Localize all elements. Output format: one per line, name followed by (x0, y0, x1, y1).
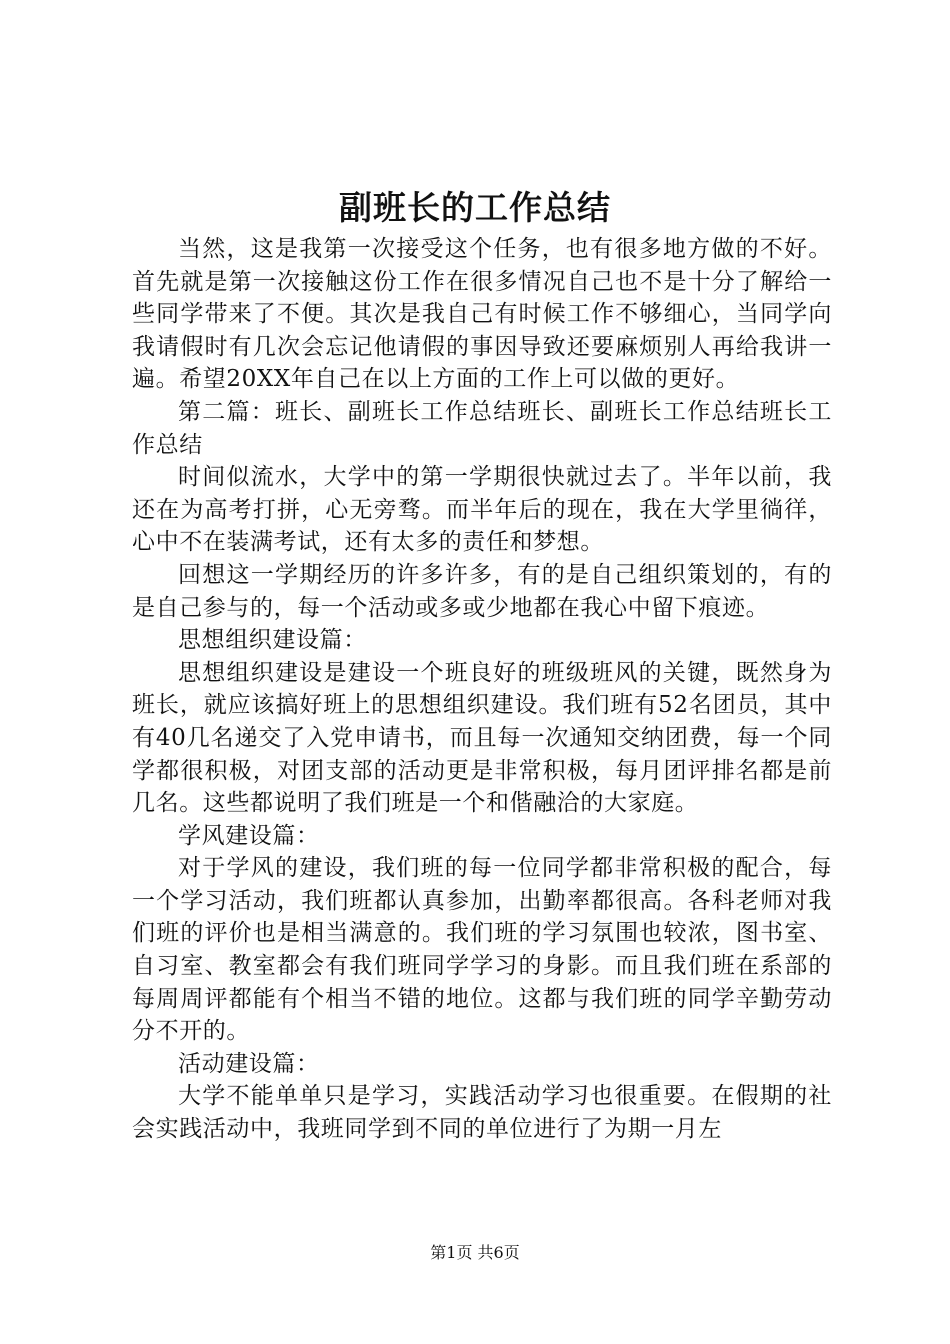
subsection-heading: 学风建设篇： (178, 822, 320, 849)
paragraph: 大学不能单单只是学习，实践活动学习也很重要。在假期的社会实践活动中，我班同学到不同的单位进行了为期一月左 (132, 1083, 832, 1143)
paragraph: 当然，这是我第一次接受这个任务，也有很多地方做的不好。首先就是第一次接触这份工作在很多情况自己也不是十分了解给一些同学带来了不便。其次是我自己有时候工作不够细心，当同学向我请假时有几次会忘记他请假的事因导致还要麻烦别人再给我讲一遍。希望20XX年自己在以上方面的工作上可以做的更好。 (132, 236, 832, 393)
document-body (132, 233, 832, 1146)
paragraph: 对于学风的建设，我们班的每一位同学都非常积极的配合，每一个学习活动，我们班都认真参加，出勤率都很高。各科老师对我们班的评价也是相当满意的。我们班的学习氛围也较浓，图书室、自习室、教室都会有我们班同学学习的身影。而且我们班在系部的每周周评都能有个相当不错的地位。这都与我们班的同学辛勤劳动分不开的。 (132, 855, 832, 1045)
page-footer: 第1页 共6页 (430, 1243, 520, 1262)
paragraph: 回想这一学期经历的许多许多，有的是自己组织策划的，有的是自己参与的，每一个活动或多或少地都在我心中留下痕迹。 (132, 561, 832, 621)
section-heading: 第二篇：班长、副班长工作总结班长、副班长工作总结班长工作总结 (132, 398, 832, 458)
paragraph: 时间似流水，大学中的第一学期很快就过去了。半年以前，我还在为高考打拼，心无旁骛。而半年后的现在，我在大学里徜徉，心中不在装满考试，还有太多的责任和梦想。 (132, 464, 832, 556)
document-title: 副班长的工作总结 (339, 188, 611, 227)
subsection-heading: 活动建设篇： (178, 1050, 320, 1077)
subsection-heading: 思想组织建设篇： (178, 627, 367, 654)
paragraph: 思想组织建设是建设一个班良好的班级班风的关键，既然身为班长，就应该搞好班上的思想组织建设。我们班有52名团员，其中有40几名递交了入党申请书，而且每一次通知交纳团费，每一个同学都很积极，对团支部的活动更是非常积极，每月团评排名都是前几名。这些都说明了我们班是一个和偕融洽的大家庭。 (132, 659, 832, 817)
